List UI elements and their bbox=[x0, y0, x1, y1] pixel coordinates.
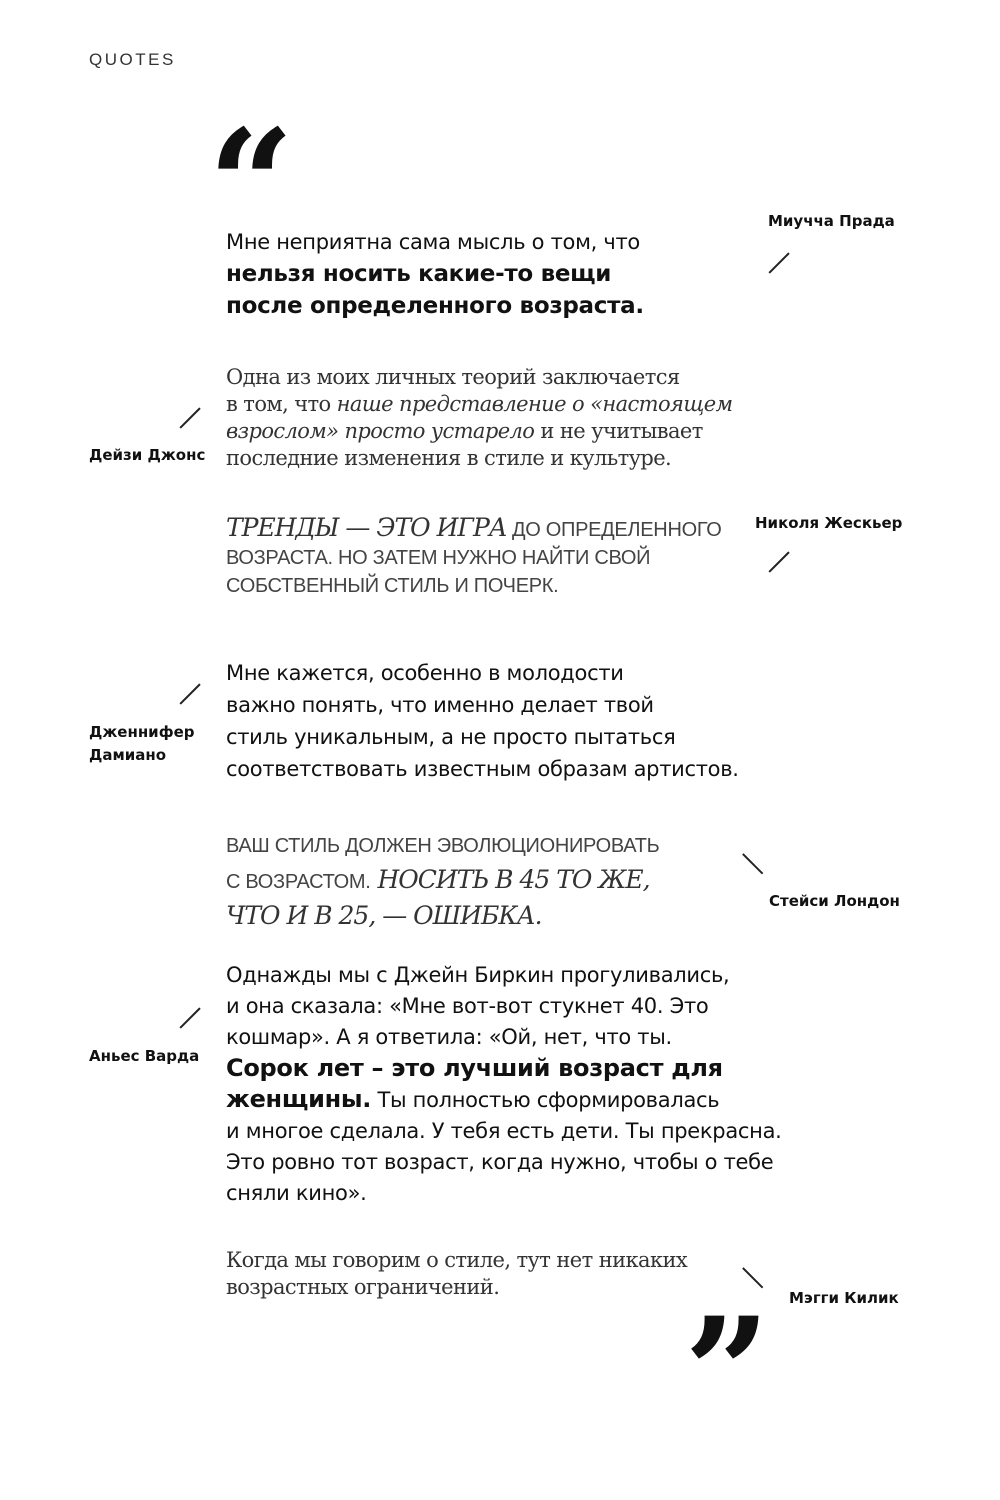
author-london: Стейси Лондон bbox=[769, 892, 900, 910]
quote-line: Однажды мы с Джейн Биркин прогуливались, bbox=[226, 963, 730, 987]
author-ghesquiere: Николя Жескьер bbox=[755, 514, 903, 532]
quote-line: после определенного возраста. bbox=[226, 293, 644, 319]
author-varda: Аньес Варда bbox=[89, 1047, 200, 1065]
quote-line: женщины. Ты полностью сформировалась bbox=[226, 1085, 720, 1113]
quote-line: С ВОЗРАСТОМ. НОСИТЬ В 45 ТО ЖЕ, bbox=[226, 865, 650, 894]
quote-line: нельзя носить какие-то вещи bbox=[226, 261, 612, 287]
quote-prada bbox=[226, 226, 644, 322]
quote-line: кошмар». А я ответила: «Ой, нет, что ты. bbox=[226, 1025, 672, 1049]
quote-line: Одна из моих личных теорий заключается bbox=[226, 365, 680, 389]
author-kilic: Мэгги Килик bbox=[789, 1289, 899, 1307]
author-jones: Дейзи Джонс bbox=[89, 446, 206, 464]
quote-line: стиль уникальным, а не просто пытаться bbox=[226, 725, 676, 749]
author-pointer-ghesquiere bbox=[768, 551, 789, 572]
quote-line: соответствовать известным образам артистов. bbox=[226, 757, 739, 781]
author-pointer-london bbox=[742, 853, 763, 874]
quote-line: возрастных ограничений. bbox=[226, 1275, 500, 1299]
quote-line: ВАШ СТИЛЬ ДОЛЖЕН ЭВОЛЮЦИОНИРОВАТЬ bbox=[226, 835, 660, 857]
quote-line: важно понять, что именно делает твой bbox=[226, 693, 654, 717]
quote-line: и она сказала: «Мне вот-вот стукнет 40. Это bbox=[226, 994, 709, 1018]
quote-kilic bbox=[226, 1247, 687, 1301]
quote-line bbox=[226, 899, 660, 935]
quote-line: ВОЗРАСТА. НО ЗАТЕМ НУЖНО НАЙТИ СВОЙ bbox=[226, 547, 651, 569]
quote-varda bbox=[226, 960, 782, 1209]
quote-emphasis: женщины. bbox=[226, 1085, 372, 1113]
quote-ghesquiere bbox=[226, 514, 722, 600]
quote-line: Мне неприятна сама мысль о том, что bbox=[226, 230, 640, 254]
quote-line: взрослом» просто устарело и не учитывает bbox=[226, 419, 703, 443]
quote-line: Мне кажется, особенно в молодости bbox=[226, 661, 624, 685]
author-pointer-damiano bbox=[179, 683, 200, 704]
closing-quote-mark: ” bbox=[684, 1285, 771, 1461]
quote-emphasis: ТРЕНДЫ — ЭТО ИГРА bbox=[226, 513, 507, 542]
quote-line: в том, что наше представление о «настоящем bbox=[226, 392, 733, 416]
quote-emphasis: ЧТО И В 25, — ОШИБКА. bbox=[226, 901, 542, 930]
section-label: QUOTES bbox=[89, 50, 176, 69]
quote-emphasis: наше представление о «настоящем bbox=[336, 392, 733, 416]
opening-quote-mark: “ bbox=[208, 97, 295, 273]
quote-emphasis: взрослом» просто устарело bbox=[226, 419, 535, 443]
quote-line: ТРЕНДЫ — ЭТО ИГРА ДО ОПРЕДЕЛЕННОГО bbox=[226, 513, 722, 542]
quote-line: сняли кино». bbox=[226, 1181, 367, 1205]
author-pointer-prada bbox=[768, 252, 789, 273]
quote-line: и многое сделала. У тебя есть дети. Ты прекрасна. bbox=[226, 1119, 782, 1143]
quote-line: Это ровно тот возраст, когда нужно, чтобы о тебе bbox=[226, 1150, 774, 1174]
author-pointer-jones bbox=[179, 407, 200, 428]
quote-london bbox=[226, 830, 660, 935]
quote-line: Сорок лет – это лучший возраст для bbox=[226, 1054, 723, 1082]
quote-jones bbox=[226, 364, 732, 472]
quote-damiano bbox=[226, 657, 739, 785]
quote-emphasis: НОСИТЬ В 45 ТО ЖЕ, bbox=[370, 865, 650, 894]
author-pointer-varda bbox=[179, 1007, 200, 1028]
author-damiano: Дженнифер Дамиано bbox=[89, 723, 195, 764]
author-prada: Миучча Прада bbox=[768, 212, 895, 230]
quote-line: Когда мы говорим о стиле, тут нет никаких bbox=[226, 1248, 688, 1272]
quote-line: последние изменения в стиле и культуре. bbox=[226, 446, 672, 470]
quote-line: СОБСТВЕННЫЙ СТИЛЬ И ПОЧЕРК. bbox=[226, 575, 559, 597]
